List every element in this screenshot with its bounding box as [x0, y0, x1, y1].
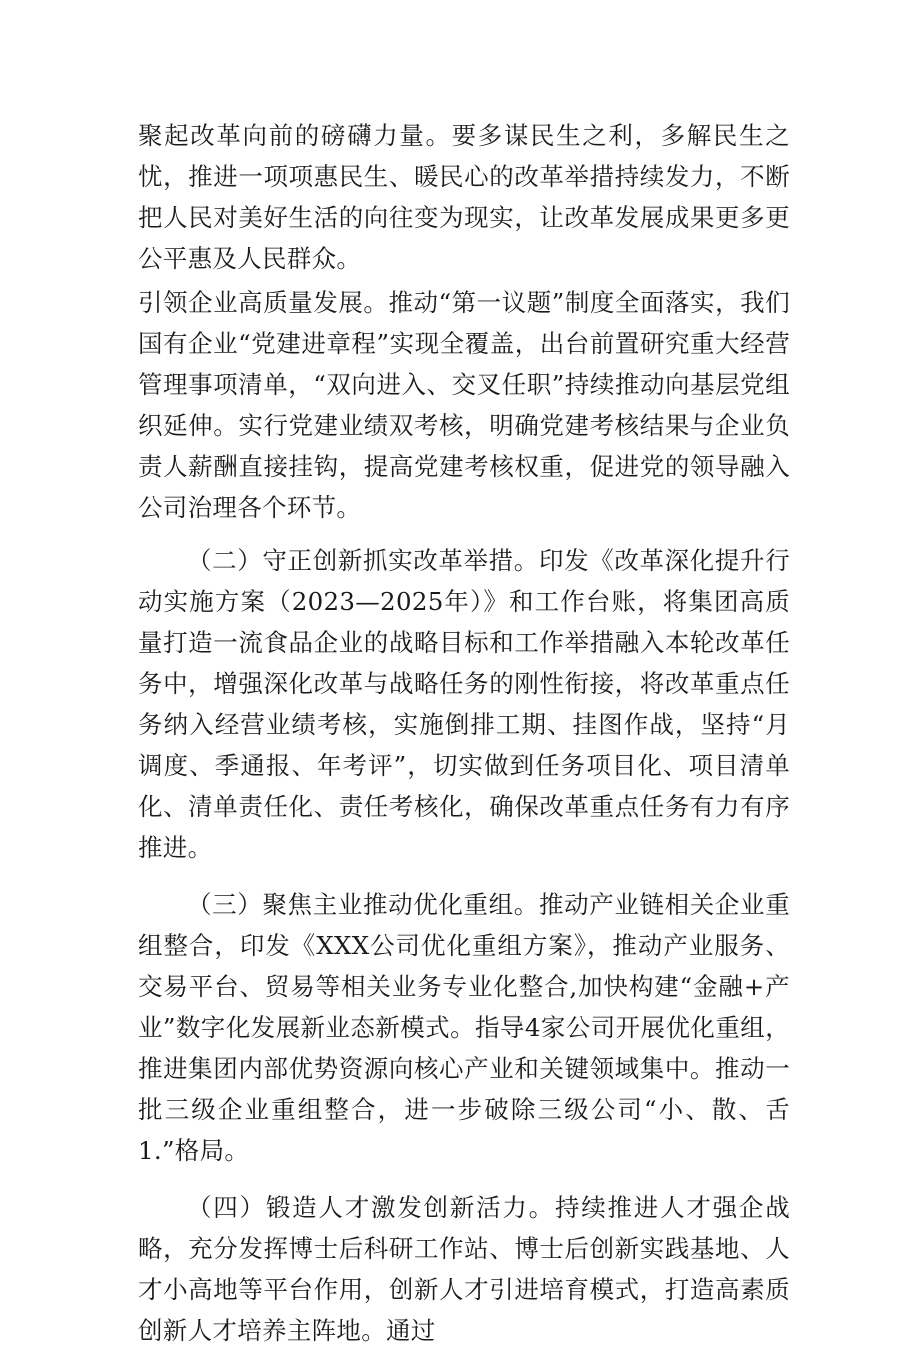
paragraph-party-building: 引领企业高质量发展。推动“第一议题”制度全面落实，我们国有企业“党建进章程”实现全覆盖，出台前置研究重大经营管理事项清单，“双向进入、交叉任职”持续推动向基层党组织延伸。实行党建业绩双考核，明确党建考核结果与企业负责人薪酬直接挂钩，提高党建考核权重，促进党的领导融入公司治理各个环节。: [138, 288, 790, 522]
paragraph-section-three: （三）聚焦主业推动优化重组。推动产业链相关企业重组整合，印发《XXX公司优化重组方案》，推动产业服务、交易平台、贸易等相关业务专业化整合,加快构建“金融+产业”数字化发展新业态新模式。指导4家公司开展优化重组，推进集团内部优势资源向核心产业和关键领域集中。推动一批三级企业重组整合，进一步破除三级公司“小、散、舌1.”格局。: [138, 890, 790, 1165]
document-body: [138, 115, 790, 1351]
paragraph-section-two: （二）守正创新抓实改革举措。印发《改革深化提升行动实施方案（2023—2025年）》和工作台账，将集团高质量打造一流食品企业的战略目标和工作举措融入本轮改革任务中，增强深化改革与战略任务的刚性衔接，将改革重点任务纳入经营业绩考核，实施倒排工期、挂图作战，坚持“月调度、季通报、年考评”，切实做到任务项目化、项目清单化、清单责任化、责任考核化，确保改革重点任务有力有序推进。: [138, 546, 790, 862]
paragraph-people-livelihood: 聚起改革向前的磅礴力量。要多谋民生之利，多解民生之忧，推进一项项惠民生、暖民心的改革举措持续发力，不断把人民对美好生活的向往变为现实，让改革发展成果更多更公平惠及人民群众。: [138, 121, 790, 273]
paragraph-section-four: （四）锻造人才激发创新活力。持续推进人才强企战略，充分发挥博士后科研工作站、博士后创新实践基地、人才小高地等平台作用，创新人才引进培育模式，打造高素质创新人才培养主阵地。通过: [138, 1193, 790, 1345]
